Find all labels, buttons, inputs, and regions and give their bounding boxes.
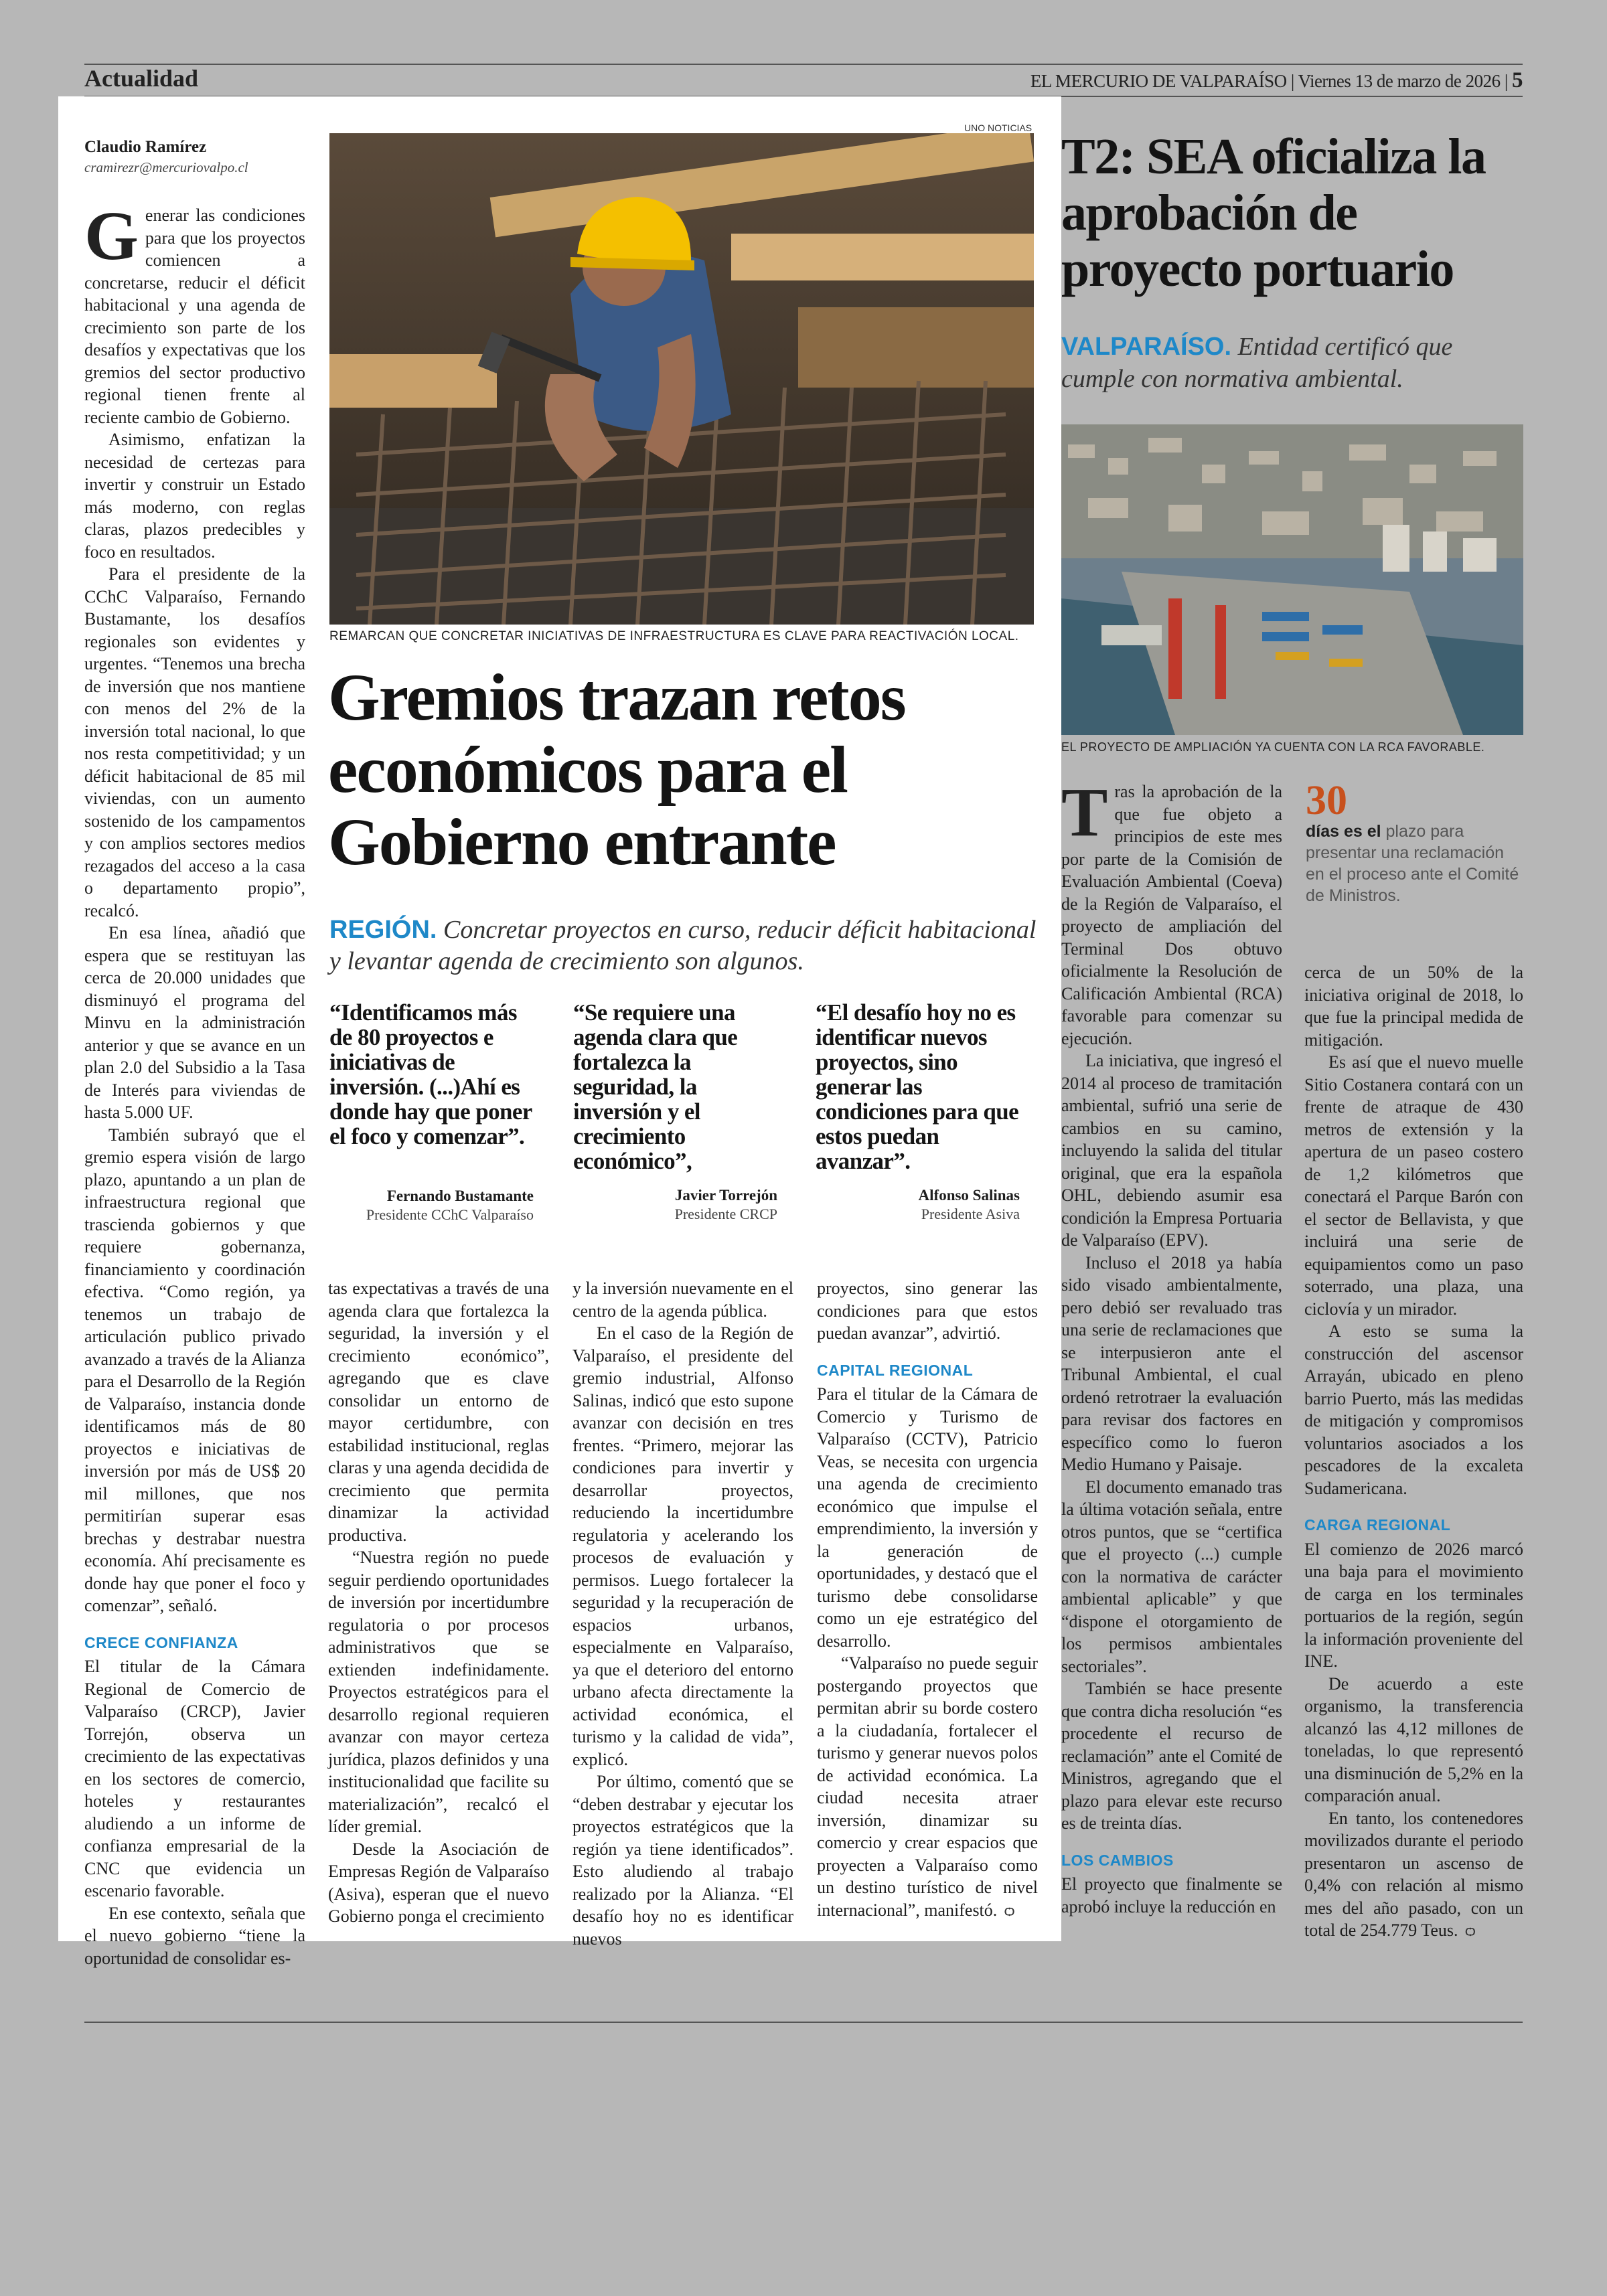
paragraph: La iniciativa, que ingresó el 2014 al proceso de tramitación ambiental, sufrió una serie de cambios en su camino, incluyendo la salida del titular original, que era la española OHL, debiendo asumir esa condición la Empresa Portuaria de Valparaíso (EPV). <box>1061 1051 1282 1250</box>
paragraph: El proyecto que finalmente se aprobó incluye la reducción en <box>1061 1874 1282 1916</box>
main-headline: Gremios trazan retos económicos para el Gobierno entrante <box>328 660 905 879</box>
paragraph: Por último, comentó que se “deben destrabar y ejecutar los proyectos estratégicos que la región ya tiene identificados”. Esto aludiendo al trabajo realizado por la Alianza. “El desafío hoy no es identificar nuevos <box>572 1772 793 1949</box>
quote-text: “Identificamos más de 80 proyectos e iniciativas de inversión. (...)Ahí es donde hay que poner el foco y comenzar”. <box>329 999 532 1149</box>
subhead-carga-regional: CARGA REGIONAL <box>1304 1516 1451 1534</box>
fact-number: 30 <box>1306 778 1347 823</box>
side-photo-caption: EL PROYECTO DE AMPLIACIÓN YA CUENTA CON LA RCA FAVORABLE. <box>1061 740 1485 754</box>
issue-date: Viernes 13 de marzo de 2026 <box>1298 71 1501 91</box>
paragraph: y la inversión nuevamente en el centro de la agenda pública. <box>572 1279 793 1321</box>
fact-text: plazo para presentar una reclamación en el proceso ante el Comité de Ministros. <box>1306 822 1519 905</box>
main-column-3 <box>572 1277 793 1950</box>
end-mark-icon: ѻ <box>1004 1902 1015 1920</box>
main-column-2 <box>328 1277 549 1928</box>
quote-text: “El desafío hoy no es identificar nuevos proyectos, sino generar las condiciones para que estos puedan avanzar”. <box>816 999 1019 1174</box>
quote-role: Presidente CChC Valparaíso <box>366 1206 534 1223</box>
paragraph: “Nuestra región no puede seguir perdiendo oportunidades de inversión por incertidumbre regulatoria o por procesos administrativos que se extienden indefinidamente. Proyectos estratégicos para el desarrollo regional requieren avanzar con mayor certeza jurídica, plazos definidos y una institucionalidad que facilite su materialización”, recalcó el líder gremial. <box>328 1548 549 1836</box>
main-photo-caption: REMARCAN QUE CONCRETAR INICIATIVAS DE INFRAESTRUCTURA ES CLAVE PARA REACTIVACIÓN LOCAL. <box>329 629 1019 643</box>
quote-text: “Se requiere una agenda clara que fortalezca la seguridad, la inversión y el crecimiento económico”, <box>573 999 738 1174</box>
paragraph <box>817 1652 1038 1922</box>
section-title: Actualidad <box>84 65 199 92</box>
paragraph-text: “Valparaíso no puede seguir postergando proyectos que permitan abrir su borde costero a la ciudadanía, fortalecer el turismo y generar nuevos polos de actividad económica. La ciudad necesita atraer inversión, dinamizar su comercio y crear espacios que proyecten a Valparaíso como un destino turístico de nivel internacional”, manifestó. <box>817 1653 1038 1920</box>
construction-worker-photo <box>329 133 1034 625</box>
paragraph: Generar las condiciones para que los proyectos comiencen a concretarse, reducir el déficit habitacional y una agenda de crecimiento son parte de los desafíos y expectativas que los gremios del sector productivo regional tienen frente al reciente cambio de Gobierno. <box>84 197 305 427</box>
quote-name: Alfonso Salinas <box>918 1187 1020 1204</box>
main-dek <box>329 914 1046 977</box>
paragraph: En ese contexto, señala que el nuevo gobierno “tiene la oportunidad de consolidar es- <box>84 1903 305 1968</box>
photo-credit: UNO NOTICIAS <box>964 122 1032 133</box>
newspaper-name: EL MERCURIO DE VALPARAÍSO <box>1030 71 1287 91</box>
port-aerial-illustration <box>1061 424 1523 735</box>
paragraph: En esa línea, añadió que espera que se restituyan las cerca de 20.000 unidades que disminuyó el programa del Minvu en la administración anterior y que se avance en un plan 2.0 del Subsidio a la Tasa de Interés para viviendas de hasta 5.000 UF. <box>84 923 305 1122</box>
main-column-4 <box>817 1277 1038 1922</box>
paragraph: También se hace presente que contra dicha resolución “es procedente el recurso de reclamación” ante el Comité de Ministros, agregando que el plazo para elevar este recurso es de treinta días. <box>1061 1679 1282 1833</box>
paragraph: proyectos, sino generar las condiciones para que estos puedan avanzar”, advirtió. <box>817 1279 1038 1343</box>
paragraph-text: En tanto, los contenedores movilizados durante el periodo presentaron un ascenso de 0,4% con relación al mismo mes del año pasado, con un total de 254.779 Teus. <box>1304 1808 1523 1940</box>
side-headline: T2: SEA oficializa la aprobación de proyecto portuario <box>1061 129 1486 297</box>
paragraph: Para el titular de la Cámara de Comercio y Turismo de Valparaíso (CCTV), Patricio Veas, se necesita con urgencia una agenda de crecimiento económico que impulse el emprendimiento, la inversión y la generación de oportunidades, y destacó que el turismo debe consolidarse como un eje estratégico del desarrollo. <box>817 1384 1038 1651</box>
quote-role: Presidente CRCP <box>674 1206 777 1222</box>
side-column-2 <box>1304 961 1523 1943</box>
byline <box>84 138 285 176</box>
subhead-los-cambios: LOS CAMBIOS <box>1061 1851 1174 1869</box>
fact-box <box>1306 778 1523 906</box>
paragraph: También subrayó que el gremio espera visión de largo plazo, apuntando a un plan de infraestructura regional que trascienda gobiernos y que requiere gobernanza, financiamiento y coordinación efectiva. “Como región, ya tenemos un trabajo de articulación publico privado avanzado a través de la Alianza para el Desarrollo de la Región de Valparaíso, instancia donde identificamos más de 80 proyectos e iniciativas de inversión por más de US$ 20 mil millones, que nos permitirían superar esas brechas y destrabar nuestra economía. Ahí precisamente es donde hay que poner el foco y comenzar”, señaló. <box>84 1125 305 1615</box>
quote-name: Javier Torrejón <box>674 1187 777 1204</box>
paragraph: De acuerdo a este organismo, la transferencia alcanzó las 4,12 millones de toneladas, lo que representó una disminución de 5,2% en la comparación anual. <box>1304 1673 1523 1805</box>
paragraph: A esto se suma la construcción del ascensor Arrayán, ubicado en pleno barrio Puerto, más las medidas de mitigación y compromisos voluntarios asociados a los pescadores de la excaleta Sudamericana. <box>1304 1321 1523 1498</box>
paragraph: Tras la aprobación de la que fue objeto a principios de este mes por parte de la Comisión de Evaluación Ambiental (Coeva) de la Región de Valparaíso, el proyecto de ampliación del Terminal Dos obtuvo oficialmente la Resolución de Calificación Ambiental (RCA) favorable para comenzar su ejecución. <box>1061 774 1282 1048</box>
subhead-crece-confianza: CRECE CONFIANZA <box>84 1633 238 1651</box>
main-dek-text: Concretar proyectos en curso, reducir déficit habitacional y levantar agenda de crecimiento son algunos. <box>329 916 1037 975</box>
quote-role: Presidente Asiva <box>921 1206 1020 1222</box>
paragraph: El documento emanado tras la última votación señala, entre otros puntos, que se “certifica que el proyecto (...) cumple con la normativa de carácter ambiental aplicable” y que “dispone el otorgamiento de los permisos ambientales sectoriales”. <box>1061 1477 1282 1676</box>
paragraph: En el caso de la Región de Valparaíso, el presidente del gremio industrial, Alfonso Salinas, indicó que esto supone avanzar con decisión en tres frentes. “Primero, mejorar las condiciones para invertir y desarrollar proyectos, reduciendo la incertidumbre regulatoria y acelerando los procesos de evaluación y permisos. Luego fortalecer la seguridad y la recuperación de espacios urbanos, especialmente en Valparaíso, ya que el deterioro del entorno urbano afecta directamente la actividad económica, el turismo y la calidad de vida”, explicó. <box>572 1323 793 1769</box>
author-email[interactable]: cramirezr@mercuriovalpo.cl <box>84 159 248 175</box>
construction-worker-illustration <box>329 133 1034 625</box>
quote-name: Fernando Bustamante <box>386 1187 534 1204</box>
paragraph: El titular de la Cámara Regional de Comercio de Valparaíso (CRCP), Javier Torrejón, observa un crecimiento de las expectativas en los sectores de comercio, hoteles y restaurantes aludiendo a un informe de confianza empresarial de la CNC que evidencia un escenario favorable. <box>84 1657 305 1900</box>
side-dek-tag: VALPARAÍSO. <box>1061 333 1232 361</box>
paragraph: cerca de un 50% de la iniciativa original de 2018, lo que fue la principal medida de mitigación. <box>1304 963 1523 1050</box>
port-aerial-photo <box>1061 424 1523 735</box>
fact-description <box>1306 821 1523 906</box>
quote-salinas <box>816 1000 1020 1223</box>
author-name: Claudio Ramírez <box>84 138 207 156</box>
side-dek-text: Entidad certificó que cumple con normativa ambiental. <box>1061 333 1453 393</box>
fact-bold: días es el <box>1306 822 1381 841</box>
side-dek <box>1061 331 1530 395</box>
paragraph: Asimismo, enfatizan la necesidad de certezas para invertir y construir un Estado más moderno, con reglas claras, plazos predecibles y foco en resultados. <box>84 430 305 562</box>
quote-torrejon <box>573 1000 777 1223</box>
quote-bustamante <box>329 1000 534 1224</box>
newspaper-info: EL MERCURIO DE VALPARAÍSO | Viernes 13 de marzo de 2026 | 5 <box>1030 68 1523 92</box>
subhead-capital-regional: CAPITAL REGIONAL <box>817 1361 974 1379</box>
paragraph: Incluso el 2018 ya había sido visado ambientalmente, pero debió ser revaluado tras una serie de reclamaciones que se interpusieron ante el Tribunal Ambiental, el cual ordenó retrotraer la evaluación para revisar dos factores en específico como lo fueron Medio Humano y Paisaje. <box>1061 1252 1282 1474</box>
paragraph: Es así que el nuevo muelle Sitio Costanera contará con un frente de atraque de 430 metros de extensión y la apertura de un paseo costero de 1,2 kilómetros que conectará el Parque Barón con el sector de Bellavista, y que incluirá una serie de equipamientos como un paso soterrado, una plaza, una ciclovía y un mirador. <box>1304 1052 1523 1319</box>
paragraph: Desde la Asociación de Empresas Región de Valparaíso (Asiva), esperan que el nuevo Gobierno ponga el crecimiento <box>328 1839 549 1926</box>
page-number: 5 <box>1512 68 1523 92</box>
paragraph: Para el presidente de la CChC Valparaíso, Fernando Bustamante, los desafíos regionales son evidentes y urgentes. “Tenemos una brecha de inversión que nos mantiene con menos del 2% de la inversión total nacional, lo que nos resta competitividad; y un déficit habitacional de 85 mil viviendas, con un aumento sostenido de los campamentos y con amplios sectores medios rezagados del acceso a la casa o departamento propio”, recalcó. <box>84 564 305 920</box>
main-column-1 <box>84 197 305 1969</box>
paragraph: tas expectativas a través de una agenda clara que fortalezca la seguridad, la inversión y el crecimiento económico”, agregando que es clave consolidar un entorno de mayor certidumbre, con estabilidad institucional, reglas claras y una agenda decidida de crecimiento que permita dinamizar la actividad productiva. <box>328 1279 549 1545</box>
main-dek-tag: REGIÓN. <box>329 916 437 944</box>
side-column-1 <box>1061 774 1282 1918</box>
paragraph: El comienzo de 2026 marcó una baja para el movimiento de carga en los terminales portuarios de la región, según la información proveniente del INE. <box>1304 1539 1523 1671</box>
end-mark-icon: ѻ <box>1464 1923 1476 1940</box>
paragraph <box>1304 1807 1523 1943</box>
